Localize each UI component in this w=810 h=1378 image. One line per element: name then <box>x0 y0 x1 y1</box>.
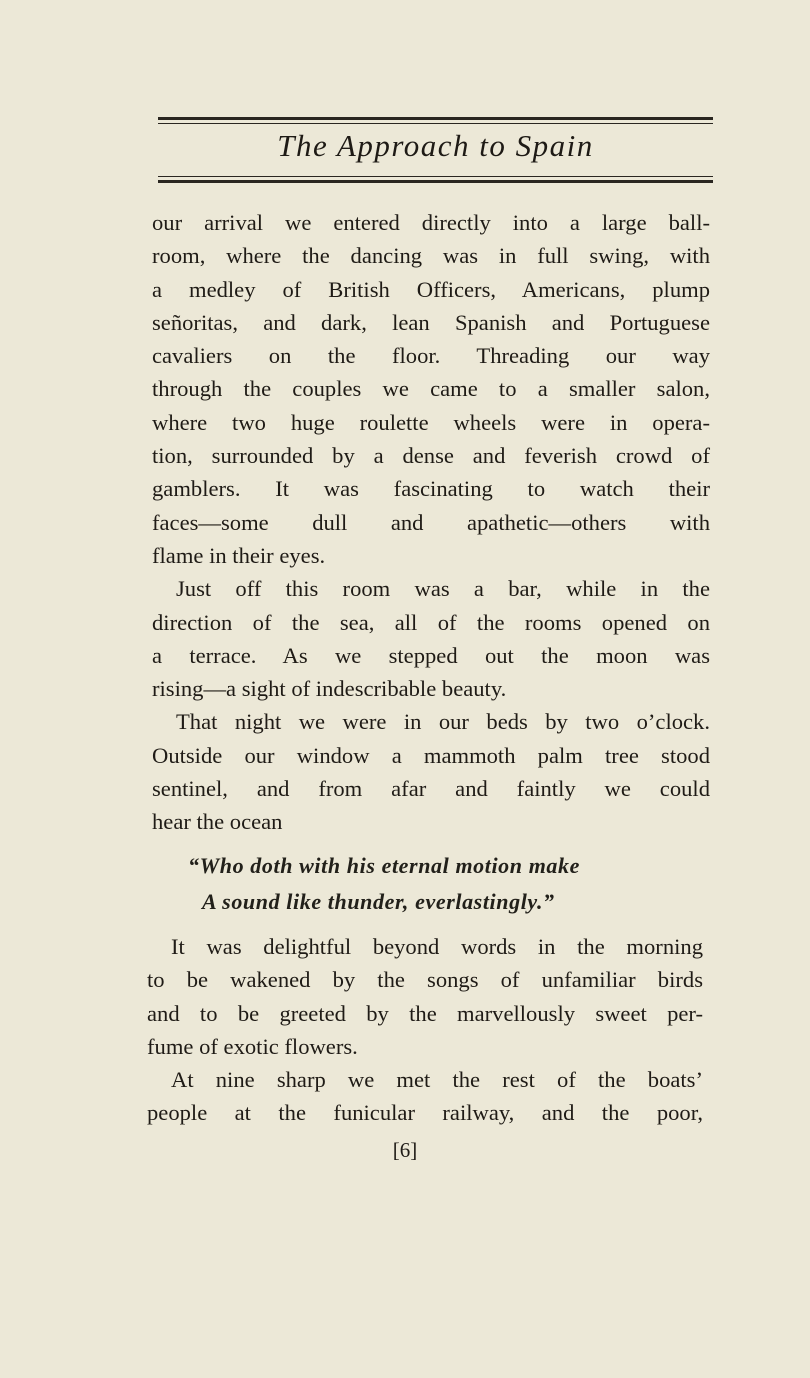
text-line: hear the ocean <box>152 809 283 835</box>
text-line: where two huge roulette wheels were in opera- <box>152 409 710 435</box>
page-number: [6] <box>392 1138 418 1162</box>
body-text-bottom <box>147 930 703 1130</box>
text-line: faces—some dull and apathetic—others with <box>152 509 710 535</box>
header-bottom-rule <box>158 176 713 183</box>
text-line: through the couples we came to a smaller salon, <box>152 376 710 402</box>
text-line: At nine sharp we met the rest of the boats’ <box>171 1067 703 1093</box>
verse-line: A sound like thunder, everlastingly.” <box>202 889 555 914</box>
text-line: tion, surrounded by a dense and feverish crowd of <box>152 443 710 469</box>
verse-quote <box>188 848 688 920</box>
text-line: a medley of British Officers, Americans, plump <box>152 276 710 302</box>
running-title: The Approach to Spain <box>277 128 594 163</box>
header-top-rule <box>158 117 713 124</box>
text-line: Just off this room was a bar, while in the <box>176 576 710 602</box>
text-line: flame in their eyes. <box>152 542 326 568</box>
text-line: people at the funicular railway, and the poor, <box>147 1100 703 1126</box>
text-line: a terrace. As we stepped out the moon was <box>152 642 710 668</box>
text-line: It was delightful beyond words in the morning <box>171 934 703 959</box>
text-line: señoritas, and dark, lean Spanish and Portuguese <box>152 309 710 335</box>
text-line: fume of exotic flowers. <box>147 1033 358 1059</box>
text-line: our arrival we entered directly into a large ball- <box>152 210 710 235</box>
body-text-top <box>152 206 710 839</box>
verse-line: “Who doth with his eternal motion make <box>188 853 580 878</box>
text-line: and to be greeted by the marvellously sweet per- <box>147 1000 703 1026</box>
text-line: cavaliers on the floor. Threading our way <box>152 343 710 369</box>
text-line: rising—a sight of indescribable beauty. <box>152 676 507 702</box>
text-line: to be wakened by the songs of unfamiliar birds <box>147 967 703 993</box>
text-line: That night we were in our beds by two o’clock. <box>176 709 710 735</box>
text-line: room, where the dancing was in full swing, with <box>152 243 710 269</box>
text-line: Outside our window a mammoth palm tree stood <box>152 742 710 768</box>
text-line: direction of the sea, all of the rooms opened on <box>152 609 710 635</box>
text-line: gamblers. It was fascinating to watch their <box>152 476 710 502</box>
text-line: sentinel, and from afar and faintly we could <box>152 776 710 802</box>
